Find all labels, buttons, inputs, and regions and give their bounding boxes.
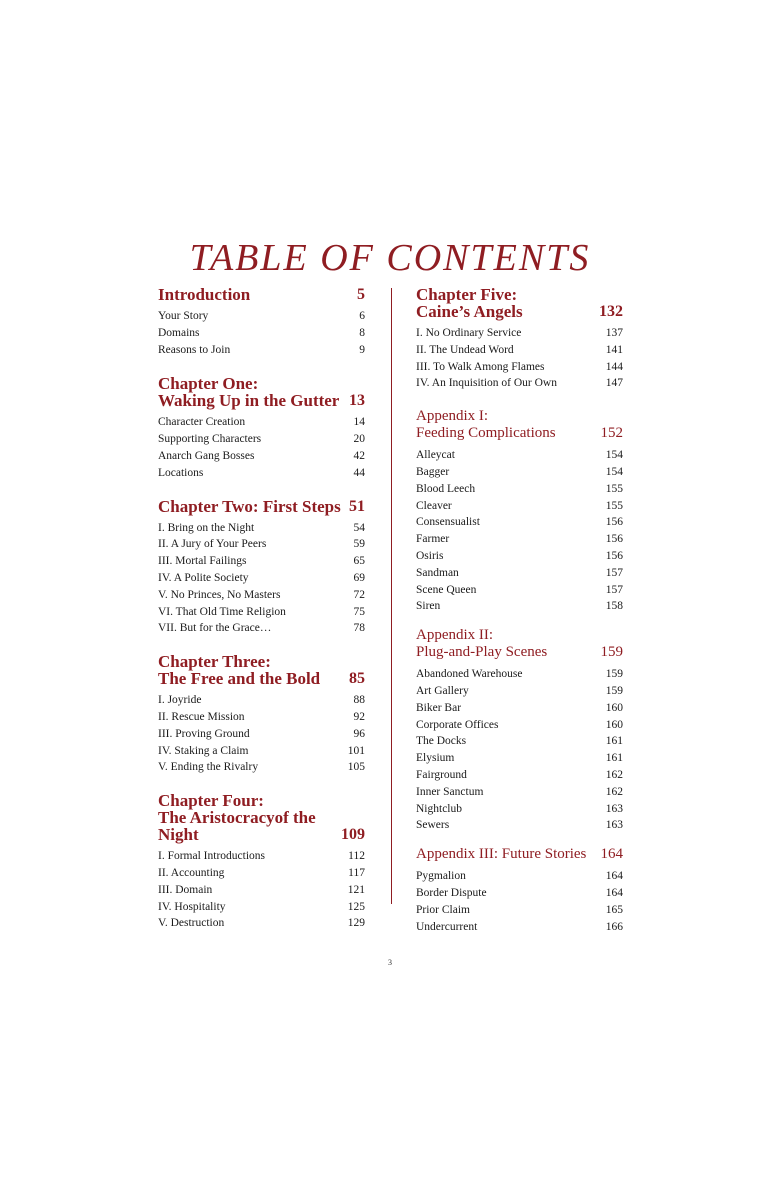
toc-entry[interactable]: [416, 784, 623, 801]
toc-entry-page: 59: [353, 538, 365, 551]
section-heading-title: Chapter Two: First Steps: [158, 496, 341, 516]
toc-entry-label: The Docks: [416, 735, 467, 748]
toc-entry[interactable]: [416, 359, 623, 376]
toc-entry[interactable]: [158, 325, 365, 342]
toc-entry[interactable]: [158, 308, 365, 325]
toc-entry-label: Corporate Offices: [416, 718, 499, 731]
toc-entry[interactable]: [158, 709, 365, 726]
toc-entry-page: 155: [605, 499, 623, 512]
section-heading-page: 51: [349, 497, 365, 515]
toc-entry[interactable]: [158, 620, 365, 637]
toc-entry-page: 75: [353, 605, 365, 618]
toc-entry[interactable]: [158, 570, 365, 587]
toc-entry[interactable]: [416, 717, 623, 734]
toc-entry-label: Fairground: [416, 768, 467, 781]
toc-entry[interactable]: [416, 683, 623, 700]
toc-entry-label: Sandman: [416, 566, 459, 579]
toc-entry-label: Border Dispute: [416, 886, 487, 899]
section-heading-title: Introduction: [158, 285, 251, 304]
toc-entry-page: 69: [353, 571, 365, 584]
toc-entry-page: 121: [347, 883, 365, 896]
toc-entry[interactable]: [416, 325, 623, 342]
toc-entry-list: [158, 848, 365, 932]
toc-entry[interactable]: [158, 465, 365, 482]
toc-entry-label: Anarch Gang Bosses: [158, 449, 255, 462]
toc-entry-page: 160: [605, 718, 623, 731]
toc-entry[interactable]: [416, 498, 623, 515]
toc-entry-label: Character Creation: [158, 416, 246, 429]
toc-entry-page: 72: [353, 588, 365, 601]
toc-entry-list: [416, 447, 623, 615]
section-heading-title: Appendix II: Plug-and-Play Scenes: [416, 627, 548, 661]
toc-entry[interactable]: [416, 902, 623, 919]
toc-entry[interactable]: [416, 342, 623, 359]
toc-entry-list: [416, 666, 623, 834]
toc-entry[interactable]: [416, 733, 623, 750]
toc-entry-page: 161: [605, 735, 623, 748]
section-heading-page: 109: [341, 826, 365, 844]
section-heading-title: Chapter One: Waking Up in the Gutter: [158, 374, 340, 411]
toc-entry-label: Scene Queen: [416, 583, 477, 596]
toc-entry-label: Cleaver: [416, 499, 452, 512]
toc-entry[interactable]: [416, 582, 623, 599]
toc-entry-page: 156: [605, 533, 623, 546]
toc-entry-list: [416, 868, 623, 935]
toc-right-column: [416, 286, 623, 935]
toc-entry-label: Art Gallery: [416, 684, 469, 697]
toc-entry[interactable]: [158, 604, 365, 621]
toc-entry-label: Locations: [158, 466, 204, 479]
toc-entry-page: 163: [605, 819, 623, 832]
toc-entry-label: Siren: [416, 600, 441, 613]
toc-entry-page: 144: [605, 360, 623, 373]
section-heading-title: Appendix I: Feeding Complications: [416, 408, 556, 442]
toc-entry[interactable]: [416, 817, 623, 834]
toc-entry[interactable]: [158, 882, 365, 899]
toc-entry-label: III. Domain: [158, 883, 213, 896]
toc-entry-page: 156: [605, 516, 623, 529]
toc-entry-page: 156: [605, 549, 623, 562]
section-heading-page: 5: [357, 286, 365, 303]
toc-entry-page: 154: [605, 465, 623, 478]
section-heading[interactable]: [416, 408, 623, 442]
toc-entry-label: Osiris: [416, 549, 444, 562]
section-heading-page: 13: [349, 392, 365, 410]
toc-entry-label: Elysium: [416, 752, 455, 765]
toc-entry-page: 159: [605, 684, 623, 697]
section-heading[interactable]: [158, 286, 365, 303]
toc-entry-page: 154: [605, 449, 623, 462]
toc-entry-list: [416, 325, 623, 392]
toc-left-column: [158, 286, 365, 932]
toc-entry[interactable]: [416, 885, 623, 902]
toc-entry[interactable]: [158, 414, 365, 431]
toc-entry-page: 96: [353, 727, 365, 740]
toc-entry-label: Supporting Characters: [158, 433, 262, 446]
toc-entry[interactable]: [158, 848, 365, 865]
toc-entry[interactable]: [158, 536, 365, 553]
toc-entry-label: Abandoned Warehouse: [416, 668, 523, 681]
toc-entry[interactable]: [158, 692, 365, 709]
toc-entry-label: Blood Leech: [416, 482, 476, 495]
toc-entry[interactable]: [158, 899, 365, 916]
toc-entry-label: III. Proving Ground: [158, 727, 250, 740]
toc-entry-label: Nightclub: [416, 802, 462, 815]
section-heading[interactable]: [416, 286, 623, 320]
toc-entry[interactable]: [158, 759, 365, 776]
toc-entry-page: 101: [347, 744, 365, 757]
section-heading-title: Appendix III: Future Stories: [416, 846, 587, 863]
toc-entry[interactable]: [416, 447, 623, 464]
toc-entry[interactable]: [416, 666, 623, 683]
toc-entry[interactable]: [416, 919, 623, 936]
toc-entry-label: Biker Bar: [416, 701, 462, 714]
toc-entry-label: Domains: [158, 326, 200, 339]
toc-entry-page: 9: [359, 343, 365, 356]
section-heading-page: 164: [600, 846, 623, 863]
toc-section: [158, 498, 365, 638]
toc-section: [416, 408, 623, 615]
toc-entry-label: Sewers: [416, 819, 450, 832]
toc-entry-list: [158, 414, 365, 481]
section-heading-title: Chapter Five: Caine’s Angels: [416, 285, 523, 321]
section-heading[interactable]: [158, 653, 365, 687]
toc-entry[interactable]: [416, 548, 623, 565]
column-divider: [391, 288, 392, 904]
toc-entry-page: 54: [353, 521, 365, 534]
toc-entry-page: 160: [605, 701, 623, 714]
toc-section: [416, 286, 623, 392]
toc-section: [158, 792, 365, 932]
toc-entry-label: I. No Ordinary Service: [416, 327, 522, 339]
toc-entry-page: 163: [605, 802, 623, 815]
toc-entry-page: 162: [605, 768, 623, 781]
section-heading-page: 159: [600, 644, 623, 661]
toc-entry-page: 8: [359, 326, 365, 339]
toc-entry-page: 162: [605, 785, 623, 798]
toc-entry-page: 105: [347, 761, 365, 774]
toc-entry[interactable]: [416, 767, 623, 784]
toc-entry-label: Inner Sanctum: [416, 785, 484, 798]
toc-entry[interactable]: [416, 514, 623, 531]
toc-entry[interactable]: [158, 743, 365, 760]
toc-entry-page: 155: [605, 482, 623, 495]
toc-entry-label: V. Destruction: [158, 917, 225, 930]
toc-entry-page: 20: [353, 433, 365, 446]
toc-entry-label: Bagger: [416, 465, 450, 478]
section-heading-title: Chapter Three: The Free and the Bold: [158, 652, 321, 689]
section-heading-page: 152: [600, 425, 623, 442]
toc-entry-label: VII. But for the Grace…: [158, 622, 272, 635]
toc-entry-page: 141: [605, 343, 623, 356]
toc-entry-page: 137: [605, 327, 623, 339]
toc-entry-label: IV. A Polite Society: [158, 571, 249, 584]
toc-entry-label: I. Joyride: [158, 694, 202, 707]
toc-entry-page: 166: [605, 920, 623, 933]
toc-entry-page: 157: [605, 583, 623, 596]
toc-entry[interactable]: [158, 915, 365, 932]
toc-entry[interactable]: [158, 587, 365, 604]
toc-entry[interactable]: [416, 868, 623, 885]
toc-entry[interactable]: [416, 375, 623, 392]
toc-entry-label: II. Rescue Mission: [158, 710, 245, 723]
toc-entry[interactable]: [158, 342, 365, 359]
toc-entry[interactable]: [416, 565, 623, 582]
toc-entry[interactable]: [416, 750, 623, 767]
toc-entry[interactable]: [416, 700, 623, 717]
toc-entry-list: [158, 692, 365, 776]
toc-entry-label: Undercurrent: [416, 920, 478, 933]
toc-entry-page: 164: [605, 870, 623, 883]
toc-entry-label: IV. An Inquisition of Our Own: [416, 377, 557, 390]
toc-entry-label: II. Accounting: [158, 866, 225, 879]
toc-entry-label: III. Mortal Failings: [158, 555, 247, 568]
section-heading-page: 132: [599, 303, 623, 320]
toc-entry-list: [158, 520, 365, 638]
toc-entry-label: Your Story: [158, 310, 209, 322]
toc-entry[interactable]: [416, 598, 623, 615]
toc-entry-list: [158, 308, 365, 358]
toc-entry-page: 159: [605, 668, 623, 681]
section-heading-title: Chapter Four: The Aristocracyof the Night: [158, 791, 316, 845]
toc-entry[interactable]: [416, 531, 623, 548]
toc-entry-page: 92: [353, 710, 365, 723]
toc-entry[interactable]: [158, 520, 365, 537]
toc-entry-label: V. Ending the Rivalry: [158, 761, 259, 774]
toc-entry-label: Alleycat: [416, 449, 455, 462]
toc-entry[interactable]: [158, 448, 365, 465]
section-heading-page: 85: [349, 670, 365, 688]
toc-entry-label: Pygmalion: [416, 870, 466, 883]
page-number: 3: [388, 958, 392, 967]
toc-entry[interactable]: [416, 801, 623, 818]
toc-entry-page: 129: [347, 917, 365, 930]
toc-entry-page: 125: [347, 900, 365, 913]
toc-entry-label: I. Formal Introductions: [158, 850, 265, 863]
toc-entry[interactable]: [158, 553, 365, 570]
toc-entry[interactable]: [416, 481, 623, 498]
section-heading[interactable]: [158, 498, 365, 515]
toc-entry-label: II. The Undead Word: [416, 343, 514, 356]
toc-entry-page: 112: [348, 850, 365, 863]
section-heading[interactable]: [416, 846, 623, 863]
toc-entry-page: 88: [353, 694, 365, 707]
toc-entry-page: 158: [605, 600, 623, 613]
toc-entry-page: 157: [605, 566, 623, 579]
page-title: TABLE OF CONTENTS: [189, 237, 591, 279]
toc-entry-label: V. No Princes, No Masters: [158, 588, 281, 601]
toc-entry-page: 164: [605, 886, 623, 899]
toc-entry-page: 147: [605, 377, 623, 390]
toc-entry-label: IV. Hospitality: [158, 900, 226, 913]
toc-entry-label: IV. Staking a Claim: [158, 744, 249, 757]
toc-entry-page: 117: [348, 866, 365, 879]
toc-entry-label: III. To Walk Among Flames: [416, 360, 545, 373]
toc-section: [158, 375, 365, 481]
toc-entry-page: 65: [353, 555, 365, 568]
toc-entry-label: I. Bring on the Night: [158, 521, 255, 534]
toc-entry-label: VI. That Old Time Religion: [158, 605, 286, 618]
toc-entry[interactable]: [158, 431, 365, 448]
toc-entry-page: 44: [353, 466, 365, 479]
toc-entry-label: Consensualist: [416, 516, 480, 529]
section-heading[interactable]: [416, 627, 623, 661]
toc-section: [158, 653, 365, 776]
toc-section: [158, 286, 365, 358]
toc-entry-page: 42: [353, 449, 365, 462]
toc-entry-label: Farmer: [416, 533, 450, 546]
toc-entry[interactable]: [158, 865, 365, 882]
toc-entry-page: 161: [605, 752, 623, 765]
toc-entry-page: 6: [359, 310, 365, 322]
section-heading[interactable]: [158, 375, 365, 409]
toc-entry-page: 14: [353, 416, 365, 429]
toc-section: [416, 846, 623, 935]
toc-entry-page: 165: [605, 903, 623, 916]
toc-entry-label: II. A Jury of Your Peers: [158, 538, 267, 551]
toc-entry[interactable]: [158, 726, 365, 743]
section-heading[interactable]: [158, 792, 365, 843]
toc-section: [416, 627, 623, 834]
toc-entry-label: Reasons to Join: [158, 343, 231, 356]
toc-entry[interactable]: [416, 464, 623, 481]
toc-entry-page: 78: [353, 622, 365, 635]
toc-entry-label: Prior Claim: [416, 903, 470, 916]
